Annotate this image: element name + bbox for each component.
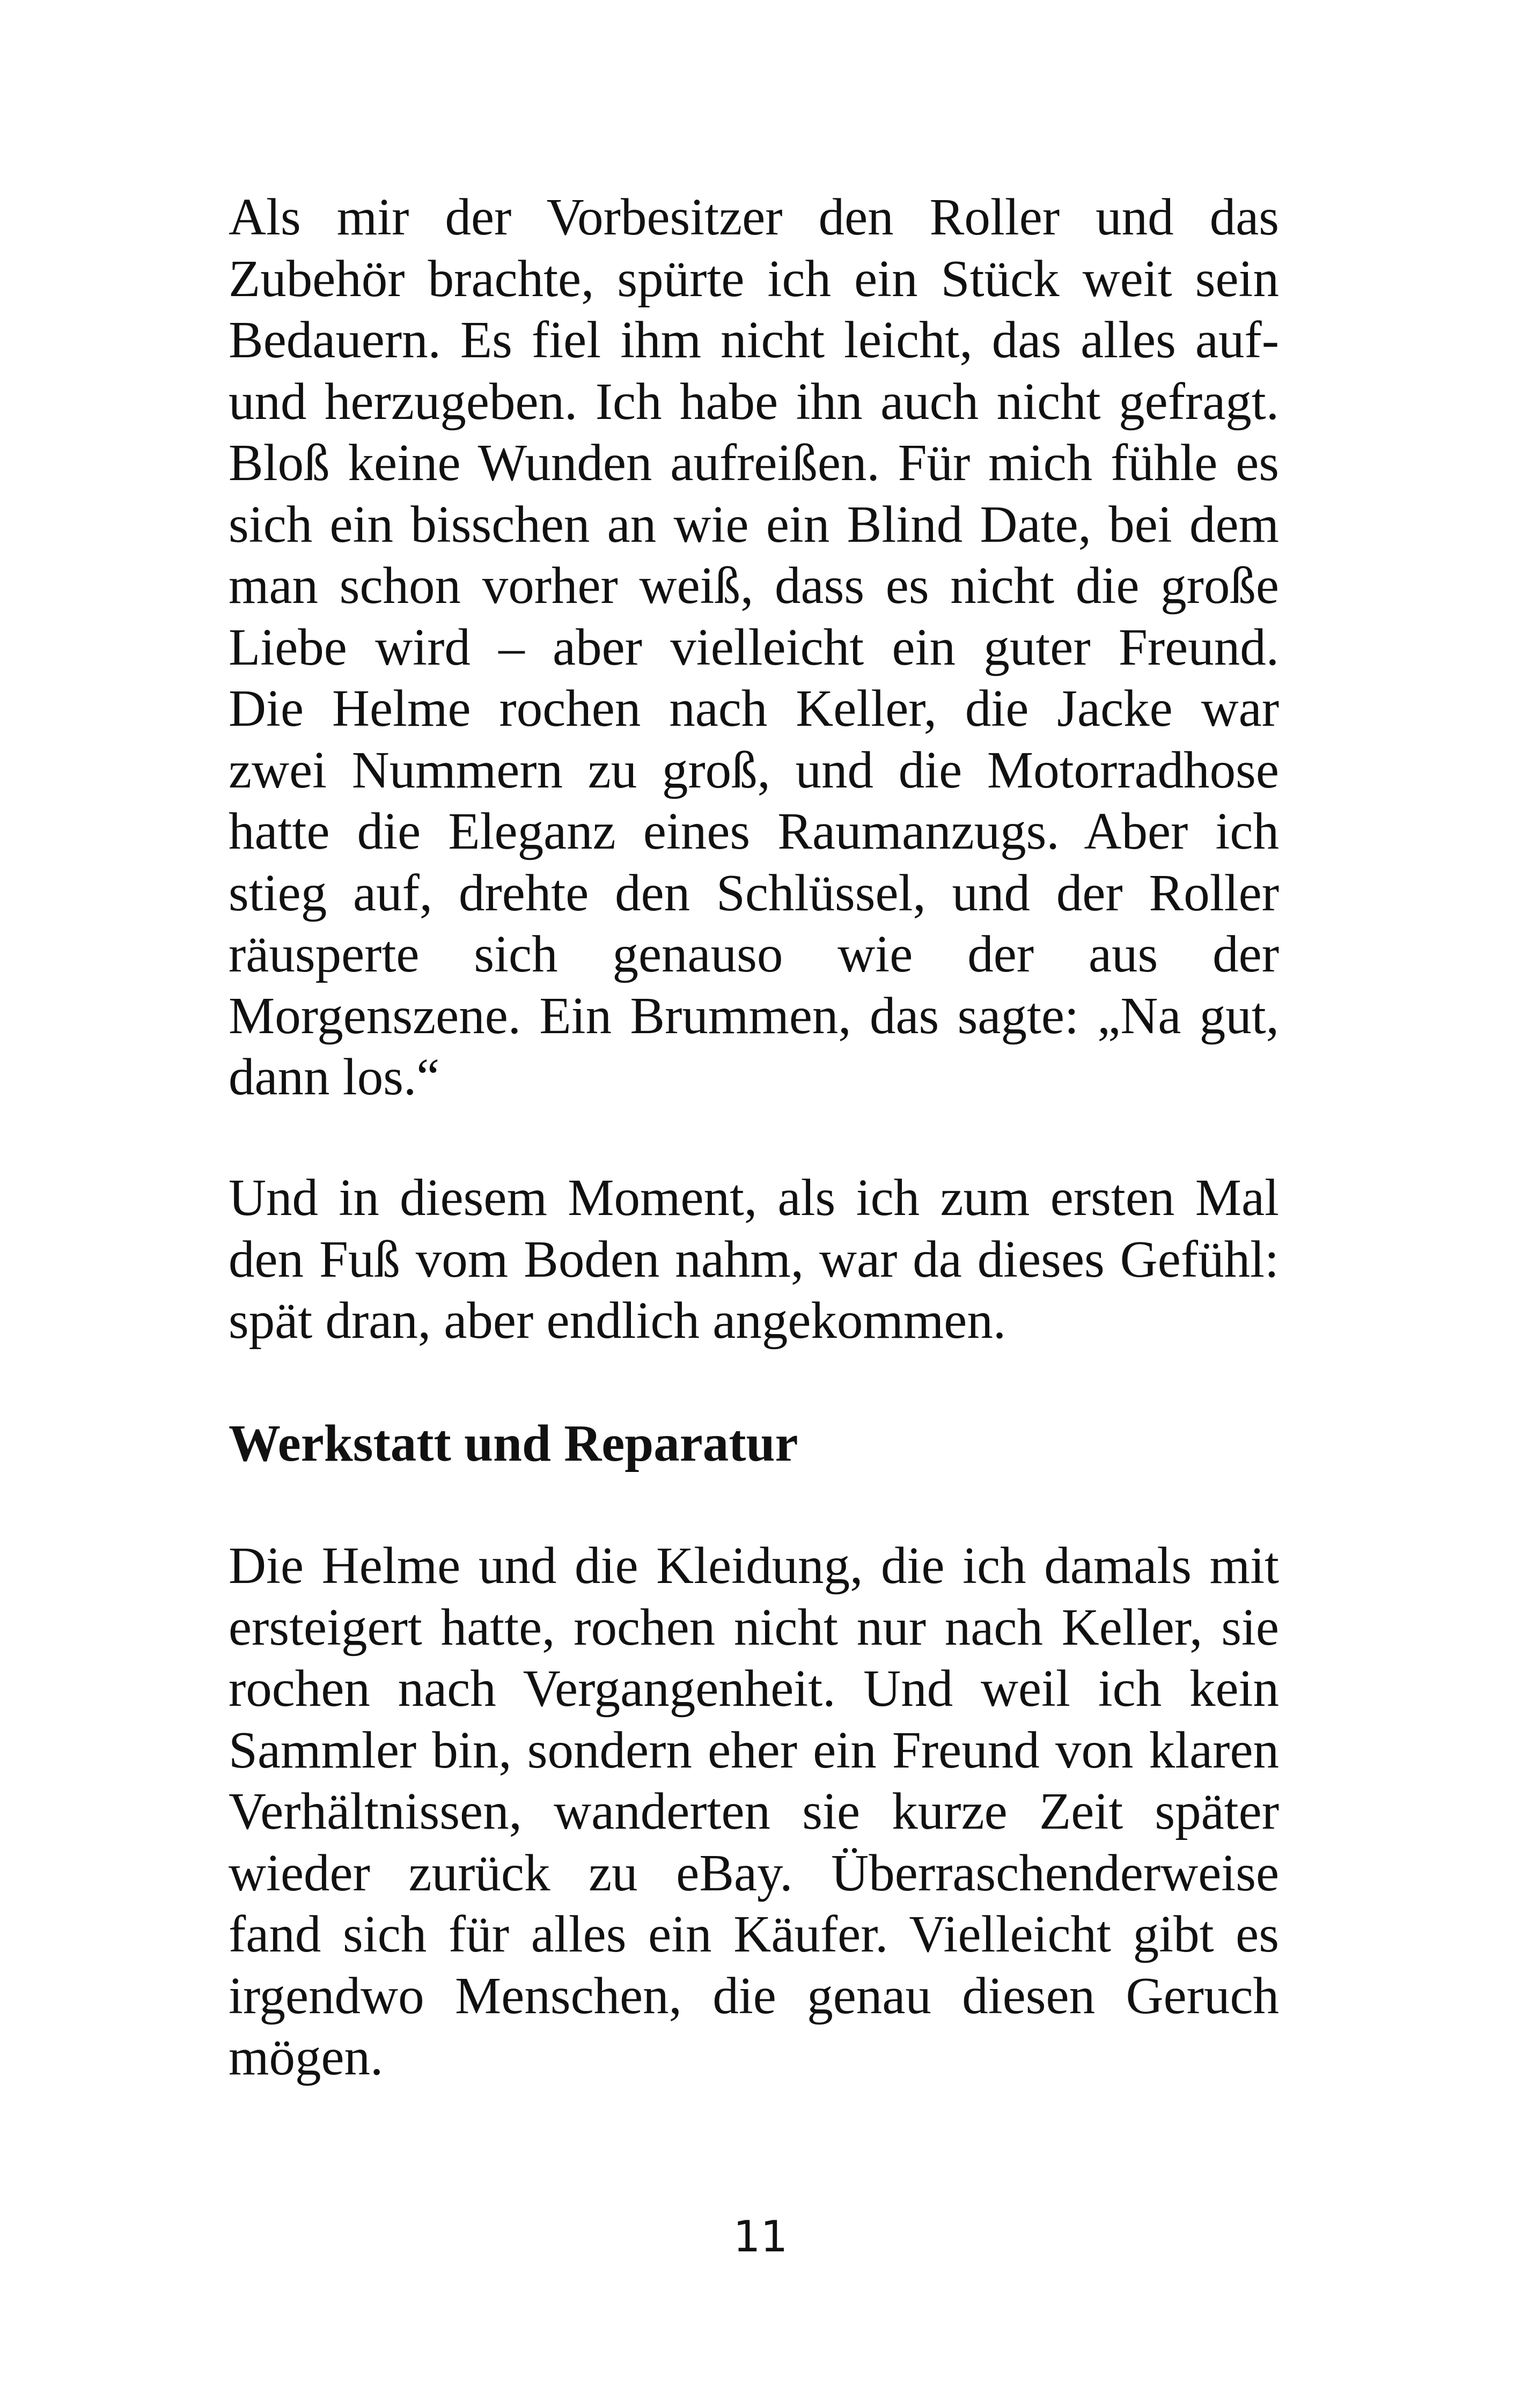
text-line: räusperte sich genauso wie der aus der (229, 925, 1279, 983)
text-line: Die Helme rochen nach Keller, die Jacke war (229, 680, 1279, 737)
text-line: Als mir der Vorbesitzer den Roller und das (229, 188, 1279, 246)
page-number: 11 (733, 2212, 788, 2262)
text-line: ersteigert hatte, rochen nicht nur nach Keller, sie (229, 1598, 1279, 1656)
text-line: und herzugeben. Ich habe ihn auch nicht gefragt. (229, 372, 1279, 430)
text-line: Zubehör brachte, spürte ich ein Stück weit sein (229, 249, 1279, 307)
section-heading: Werkstatt und Reparatur (229, 1415, 798, 1472)
text-line: spät dran, aber endlich angekommen. (229, 1292, 1006, 1349)
paragraph-3 (229, 1535, 1279, 2088)
text-line: man schon vorher weiß, dass es nicht die große (229, 557, 1279, 614)
text-line: den Fuß vom Boden nahm, war da dieses Gefühl: (229, 1230, 1279, 1288)
text-line: hatte die Eleganz eines Raumanzugs. Aber ich (229, 802, 1279, 860)
paragraph-1 (229, 187, 1279, 1108)
text-line: rochen nach Vergangenheit. Und weil ich kein (229, 1660, 1279, 1717)
text-line: irgendwo Menschen, die genau diesen Geruch (229, 1967, 1279, 2024)
text-line: sich ein bisschen an wie ein Blind Date, bei dem (229, 495, 1279, 553)
text-line: Bedauern. Es fiel ihm nicht leicht, das alles auf- (229, 311, 1279, 369)
text-line: fand sich für alles ein Käufer. Vielleicht gibt es (229, 1905, 1279, 1963)
text-line: Sammler bin, sondern eher ein Freund von klaren (229, 1721, 1279, 1779)
text-line: dann los.“ (229, 1048, 440, 1106)
text-line: Und in diesem Moment, als ich zum ersten Mal (229, 1169, 1279, 1226)
text-line: Die Helme und die Kleidung, die ich damals mit (229, 1537, 1279, 1594)
paragraph-2 (229, 1167, 1279, 1352)
text-line: Bloß keine Wunden aufreißen. Für mich fühle es (229, 434, 1279, 491)
text-line: wieder zurück zu eBay. Überraschenderweise (229, 1844, 1279, 1902)
text-line: zwei Nummern zu groß, und die Motorradhose (229, 741, 1279, 799)
text-line: Morgenszene. Ein Brummen, das sagte: „Na gut, (229, 986, 1279, 1044)
text-line: mögen. (229, 2028, 384, 2086)
text-line: stieg auf, drehte den Schlüssel, und der Roller (229, 864, 1279, 922)
text-line: Liebe wird – aber vielleicht ein guter Freund. (229, 618, 1279, 676)
text-line: Verhältnissen, wanderten sie kurze Zeit später (229, 1783, 1279, 1840)
